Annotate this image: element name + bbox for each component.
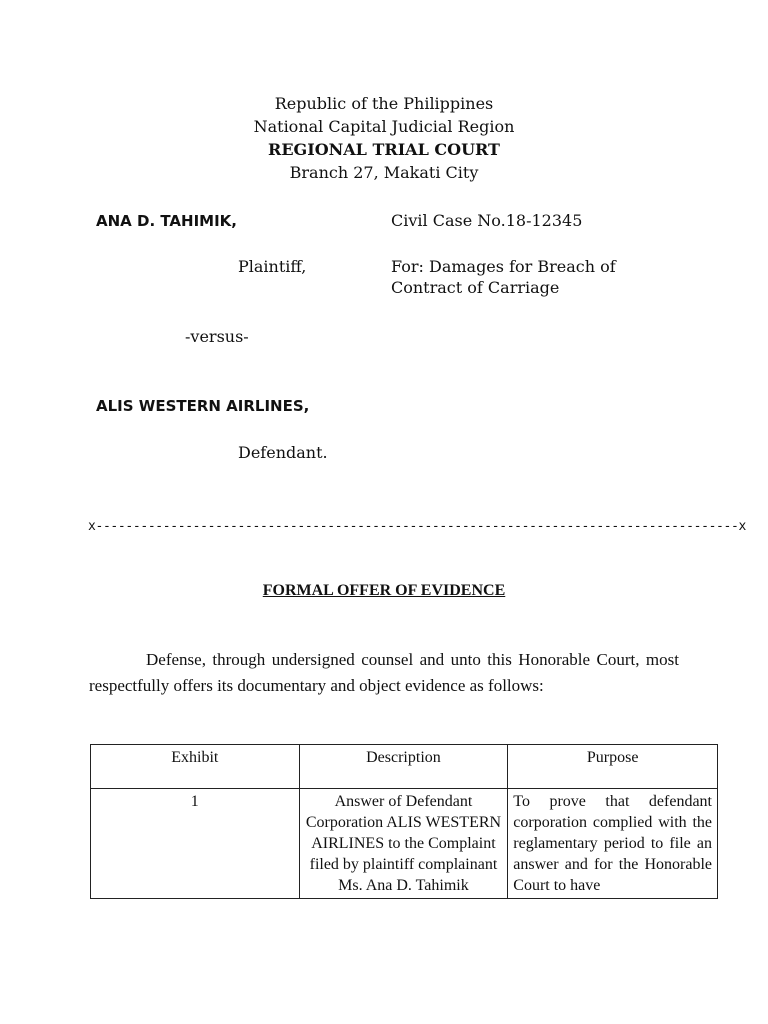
case-subject-line-1: For: Damages for Breach of xyxy=(391,257,616,276)
defendant-name: ALIS WESTERN AIRLINES, xyxy=(96,397,310,415)
purpose-cell: To prove that defendant corporation complied with the reglamentary period to file an answer and for the Honorable Court to have xyxy=(508,789,718,899)
description-cell: Answer of Defendant Corporation ALIS WESTERN AIRLINES to the Complaint filed by plaintiff complainant Ms. Ana D. Tahimik xyxy=(299,789,508,899)
table-row xyxy=(91,789,718,899)
header-purpose: Purpose xyxy=(508,745,718,789)
evidence-table xyxy=(90,744,718,899)
exhibit-cell: 1 xyxy=(91,789,300,899)
branch-line: Branch 27, Makati City xyxy=(289,163,479,182)
plaintiff-name: ANA D. TAHIMIK, xyxy=(96,212,238,230)
header-description: Description xyxy=(299,745,508,789)
plaintiff-label: Plaintiff, xyxy=(238,257,307,276)
intro-paragraph: Defense, through undersigned counsel and unto this Honorable Court, most respectfully offers its documentary and object evidence as follows: xyxy=(89,650,679,695)
table-header-row xyxy=(91,745,718,789)
defendant-label: Defendant. xyxy=(238,443,328,462)
case-subject-line-2: Contract of Carriage xyxy=(391,278,560,297)
court-name: REGIONAL TRIAL COURT xyxy=(268,140,500,159)
case-number: Civil Case No.18-12345 xyxy=(391,211,583,230)
document-title: FORMAL OFFER OF EVIDENCE xyxy=(262,582,506,599)
republic-line: Republic of the Philippines xyxy=(274,94,494,113)
region-line: National Capital Judicial Region xyxy=(253,117,515,136)
versus-label: -versus- xyxy=(185,327,249,346)
caption-separator: x--------------------------------------------------------------------------------------x xyxy=(88,519,746,534)
header-exhibit: Exhibit xyxy=(91,745,300,789)
